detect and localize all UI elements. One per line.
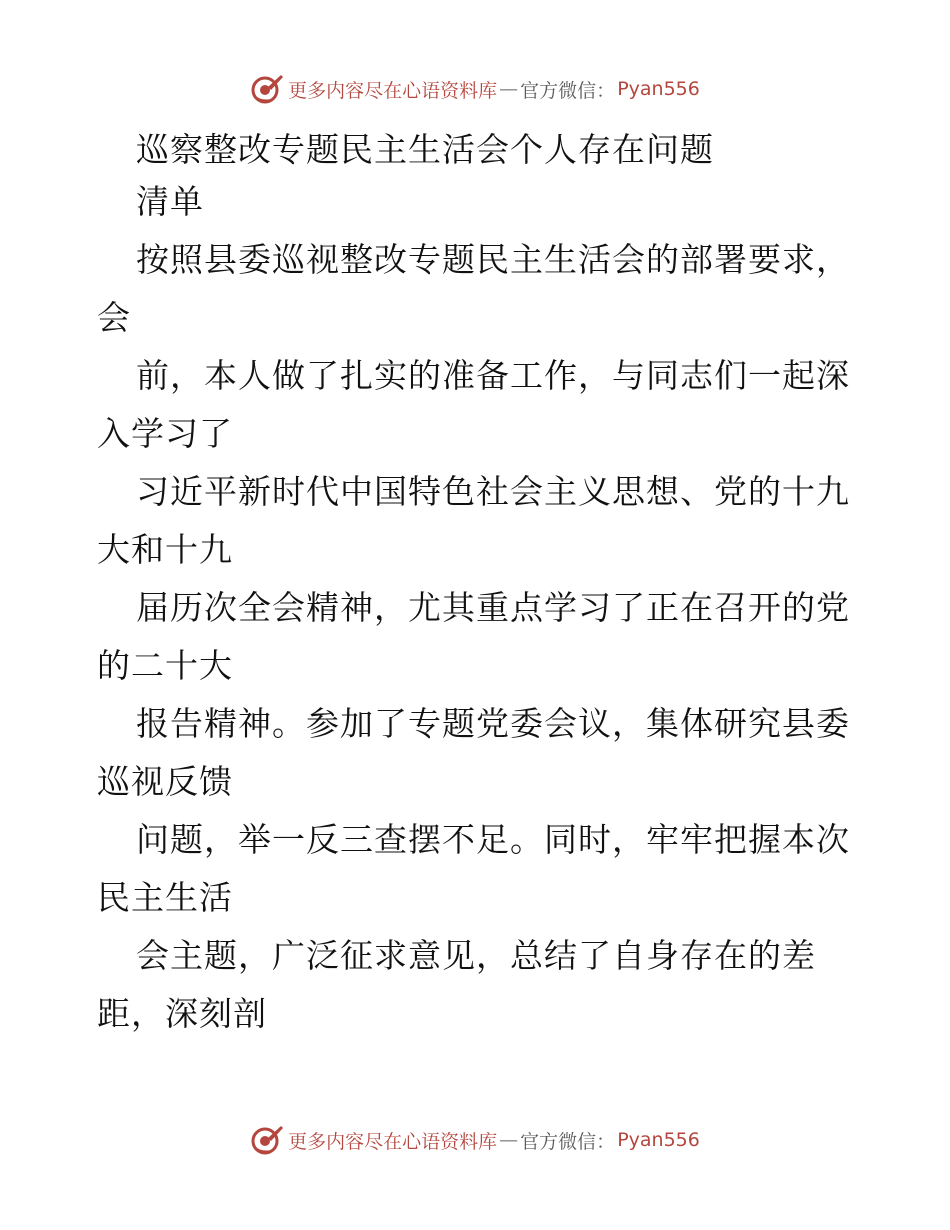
watermark-dash: — bbox=[499, 78, 519, 100]
text-line: 巡察整改专题民主生活会个人存在问题 bbox=[136, 130, 714, 169]
text-line: 民主生活 bbox=[97, 878, 233, 917]
pen-logo-icon bbox=[250, 72, 284, 106]
watermark-dash: — bbox=[499, 1129, 519, 1151]
text-line: 问题，举一反三查摆不足。同时，牢牢把握本次 bbox=[136, 820, 850, 859]
text-line: 届历次全会精神，尤其重点学习了正在召开的党 bbox=[136, 588, 850, 627]
watermark-wechat-label: 官方微信： bbox=[520, 1130, 616, 1153]
text-line: 入学习了 bbox=[97, 414, 233, 453]
text-line: 习近平新时代中国特色社会主义思想、党的十九 bbox=[136, 472, 850, 511]
text-line: 的二十大 bbox=[97, 646, 233, 685]
text-line: 会 bbox=[97, 298, 131, 337]
text-line: 距，深刻剖 bbox=[97, 994, 267, 1033]
text-line: 会主题，广泛征求意见，总结了自身存在的差 bbox=[136, 936, 816, 975]
footer-watermark bbox=[0, 1120, 950, 1160]
text-line: 按照县委巡视整改专题民主生活会的部署要求， bbox=[136, 240, 850, 279]
watermark-wechat-label: 官方微信： bbox=[520, 79, 616, 102]
text-line: 清单 bbox=[136, 182, 204, 221]
watermark-wechat-id: Pyan556 bbox=[617, 78, 700, 100]
text-line: 前，本人做了扎实的准备工作，与同志们一起深 bbox=[136, 356, 850, 395]
watermark-wechat-id: Pyan556 bbox=[617, 1129, 700, 1151]
watermark-title: 更多内容尽在心语资料库 bbox=[288, 79, 498, 102]
text-line: 报告精神。参加了专题党委会议，集体研究县委 bbox=[136, 704, 850, 743]
watermark-title: 更多内容尽在心语资料库 bbox=[288, 1130, 498, 1153]
document-body bbox=[97, 124, 857, 1040]
pen-logo-icon bbox=[250, 1123, 284, 1157]
text-line: 大和十九 bbox=[97, 530, 233, 569]
text-line: 巡视反馈 bbox=[97, 762, 233, 801]
header-watermark bbox=[0, 69, 950, 109]
